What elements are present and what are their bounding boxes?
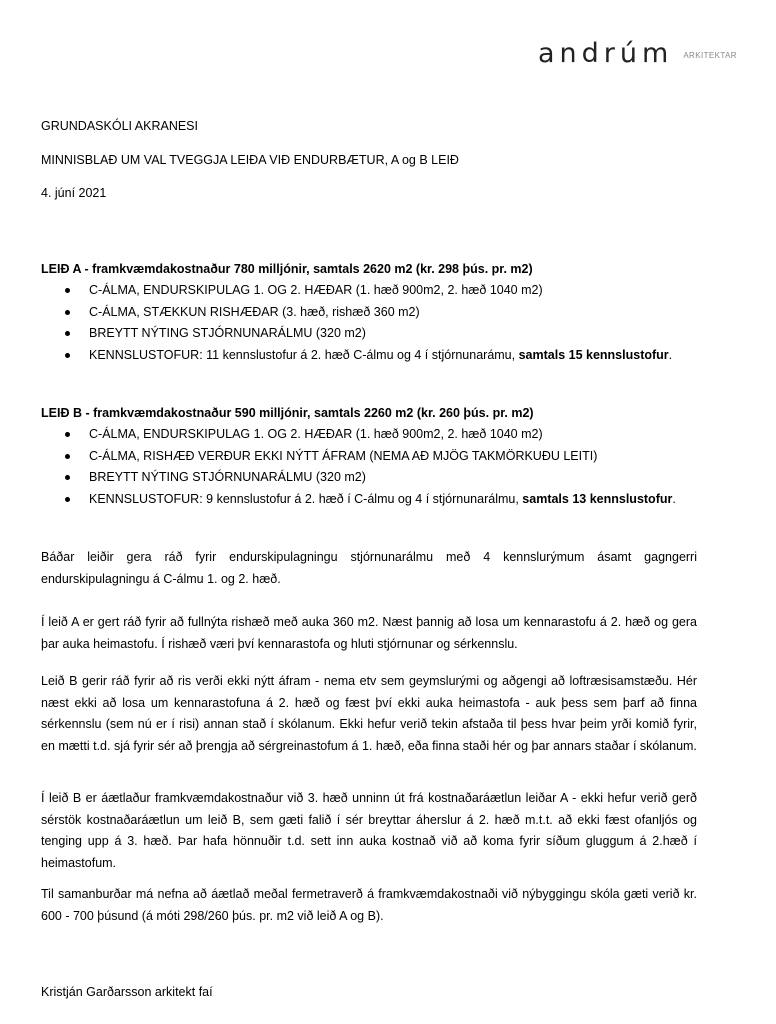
list-item — [41, 467, 697, 489]
bullet-icon — [65, 475, 70, 480]
company-logo — [538, 38, 737, 69]
list-item — [41, 345, 697, 367]
logo-wordmark: andrúm — [538, 38, 674, 69]
paragraph-route-a: Í leið A er gert ráð fyrir að fullnýta rishæð með auka 360 m2. Næst þannig að losa um kennarastofu á 2. hæð og gera þar auka heimastofu. Í rishæð væri því kennarastofa og hluti stjórnunar og sérkennslu. — [41, 615, 697, 651]
list-item — [41, 489, 697, 511]
paragraph-both-routes: Báðar leiðir gera ráð fyrir endurskipulagningu stjórnunarálmu með 4 kennslurýmum ásamt gagngerri endurskipulagningu á C-álmu 1. og 2. hæð. — [41, 550, 697, 586]
bullet-icon — [65, 353, 70, 358]
list-item — [41, 446, 697, 468]
bullet-icon — [65, 454, 70, 459]
list-item-end: . — [668, 347, 673, 362]
list-item — [41, 323, 697, 345]
classroom-total: samtals 13 kennslustofur — [522, 491, 673, 506]
list-item-text: BREYTT NÝTING STJÓRNUNARÁLMU (320 m2) — [89, 326, 366, 340]
list-item — [41, 424, 697, 446]
route-b-list — [41, 424, 697, 510]
route-a-list — [41, 280, 697, 366]
route-b-title: LEIÐ B - framkvæmdakostnaður 590 milljónir, samtals 2260 m2 (kr. 260 þús. pr. m2) — [41, 406, 534, 420]
list-item-text: C-ÁLMA, STÆKKUN RISHÆÐAR (3. hæð, rishæð 360 m2) — [89, 304, 420, 319]
bullet-icon — [65, 310, 70, 315]
bullet-icon — [65, 497, 70, 502]
classroom-total: samtals 15 kennslustofur — [518, 347, 669, 362]
bullet-icon — [65, 288, 70, 293]
signature: Kristján Garðarsson arkitekt faí — [41, 984, 213, 999]
route-a-title: LEIÐ A - framkvæmdakostnaður 780 milljónir, samtals 2620 m2 (kr. 298 þús. pr. m2) — [41, 262, 533, 276]
bullet-icon — [65, 331, 70, 336]
logo-subtitle: ARKITEKTAR — [683, 51, 737, 60]
memo-title: MINNISBLAÐ UM VAL TVEGGJA LEIÐA VIÐ ENDURBÆTUR, A og B LEIÐ — [41, 153, 459, 167]
paragraph-comparison: Til samanburðar má nefna að áætlað meðal fermetraverð á framkvæmdakostnaði við nýbyggingu skóla gæti verið kr. 600 - 700 þúsund (á móti 298/260 þús. pr. m2 við leið A og B). — [41, 887, 697, 923]
list-item-text: C-ÁLMA, ENDURSKIPULAG 1. OG 2. HÆÐAR (1. hæð 900m2, 2. hæð 1040 m2) — [89, 427, 543, 441]
route-a-section — [41, 260, 697, 366]
bullet-icon — [65, 432, 70, 437]
list-item-text: KENNSLUSTOFUR: 9 kennslustofur á 2. hæð í C-álmu og 4 í stjórnunarálmu, — [89, 491, 523, 506]
school-name: GRUNDASKÓLI AKRANESI — [41, 119, 198, 133]
list-item-text: KENNSLUSTOFUR: 11 kennslustofur á 2. hæð C-álmu og 4 í stjórnunarámu, — [89, 347, 519, 362]
route-b-section — [41, 404, 697, 510]
list-item-text: C-ÁLMA, ENDURSKIPULAG 1. OG 2. HÆÐAR (1. hæð 900m2, 2. hæð 1040 m2) — [89, 283, 543, 297]
list-item — [41, 280, 697, 302]
paragraph-cost-estimate: Í leið B er áætlaður framkvæmdakostnaður við 3. hæð unninn út frá kostnaðaráætlun leiðar A - ekki hefur verið gerð sérstök kostnaðaráætlun um leið B, sem gæti falið í sér breyttar áherslur á 2. hæð m.t.t. að ekki fæst ofanljós og tenging upp á 3. hæð. Þar hafa hönnuðir t.d. sett inn auka kostnað við að koma fyrir síðum gluggum á 2.hæð í heimastofum. — [41, 791, 697, 870]
list-item-text: C-ÁLMA, RISHÆÐ VERÐUR EKKI NÝTT ÁFRAM (NEMA AÐ MJÖG TAKMÖRKUÐU LEITI) — [89, 448, 598, 463]
list-item-end: . — [672, 491, 676, 506]
memo-date: 4. júní 2021 — [41, 186, 107, 200]
list-item — [41, 302, 697, 324]
paragraph-route-b: Leið B gerir ráð fyrir að ris verði ekki nýtt áfram - nema etv sem geymslurými og aðgengi að loftræsisamstæðu. Hér næst ekki að losa um kennarastofuna á 2. hæð og fæst því ekki auka heimastofa - auk þess sem þarf að finna sérkennslu (sem nú er í risi) annan stað í skólanum. Ekki hefur verið tekin afstaða til þess hvar þeim yrði komið fyrir, en mætti t.d. sjá fyrir sér að þrengja að sérgreinastofum á 1. hæð, eða finna staði hér og þar annars staðar í skólanum. — [41, 674, 697, 753]
list-item-text: BREYTT NÝTING STJÓRNUNARÁLMU (320 m2) — [89, 470, 366, 484]
